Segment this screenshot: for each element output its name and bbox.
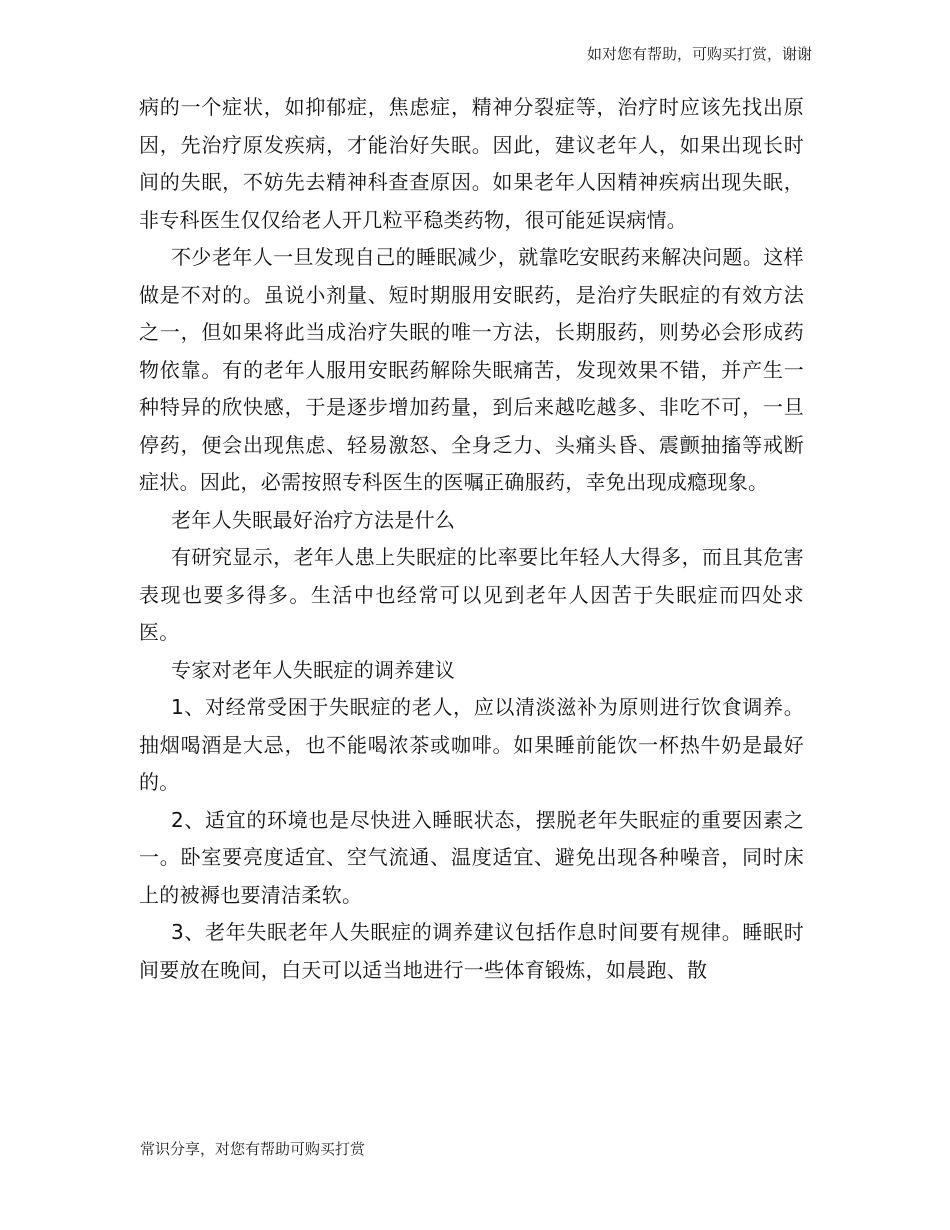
paragraph-continued: 病的一个症状，如抑郁症，焦虑症，精神分裂症等，治疗时应该先找出原因，先治疗原发疾病，才能治好失眠。因此，建议老年人，如果出现长时间的失眠，不妨先去精神科查查原因。如果老年人因精神疾病出现失眠，非专科医生仅仅给老人开几粒平稳类药物，很可能延误病情。 (139, 95, 804, 232)
list-item-environment: 2、适宜的环境也是尽快进入睡眠状态，摆脱老年失眠症的重要因素之一。卧室要亮度适宜、空气流通、温度适宜、避免出现各种噪音，同时床上的被褥也要清洁柔软。 (139, 807, 804, 907)
section-heading-best-treatment: 老年人失眠最好治疗方法是什么 (171, 507, 456, 532)
document-body (139, 89, 804, 989)
header-note: 如对您有帮助，可购买打赏，谢谢 (586, 45, 812, 63)
paragraph-sleeping-pills: 不少老年人一旦发现自己的睡眠减少，就靠吃安眠药来解决问题。这样做是不对的。虽说小剂量、短时期服用安眠药，是治疗失眠症的有效方法之一，但如果将此当成治疗失眠的唯一方法，长期服药，则势必会形成药物依靠。有的老年人服用安眠药解除失眠痛苦，发现效果不错，并产生一种特异的欣快感，于是逐步增加药量，到后来越吃越多、非吃不可，一旦停药，便会出现焦虑、轻易激怒、全身乏力、头痛头昏、震颤抽搐等戒断症状。因此，必需按照专科医生的医嘱正确服药，幸免出现成瘾现象。 (139, 245, 804, 494)
section-heading-expert-advice: 专家对老年人失眠症的调养建议 (171, 657, 456, 682)
paragraph-research: 有研究显示，老年人患上失眠症的比率要比年轻人大得多，而且其危害表现也要多得多。生活中也经常可以见到老年人因苦于失眠症而四处求医。 (139, 545, 804, 644)
footer-note: 常识分享，对您有帮助可购买打赏 (140, 1140, 366, 1158)
list-item-schedule: 3、老年失眠老年人失眠症的调养建议包括作息时间要有规律。睡眠时间要放在晚间，白天可以适当地进行一些体育锻炼，如晨跑、散 (139, 920, 804, 982)
list-item-diet: 1、对经常受困于失眠症的老人，应以清淡滋补为原则进行饮食调养。抽烟喝酒是大忌，也不能喝浓茶或咖啡。如果睡前能饮一杯热牛奶是最好的。 (139, 695, 804, 794)
